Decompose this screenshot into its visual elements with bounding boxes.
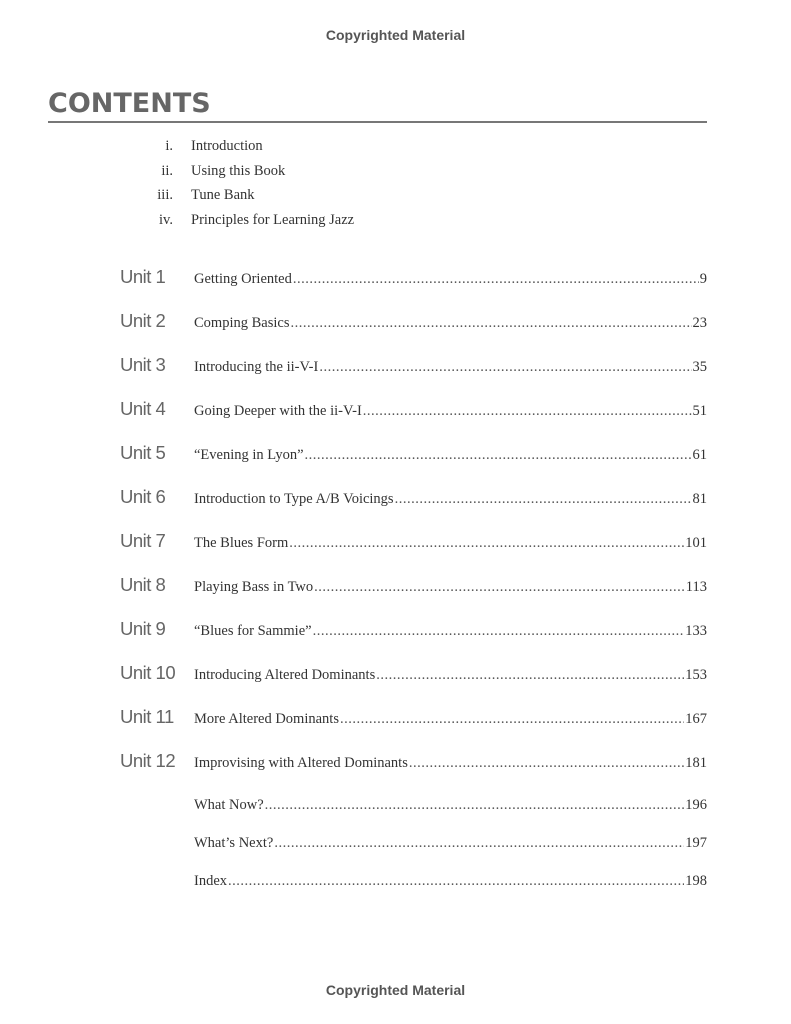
- unit-label: Unit 7: [120, 530, 166, 551]
- dot-leader: [289, 535, 684, 552]
- unit-label: Unit 2: [120, 310, 166, 331]
- entry-title: Introducing the ii-V-I: [194, 359, 319, 375]
- title-rule: [48, 121, 707, 123]
- page-number: 61: [692, 447, 707, 463]
- dot-leader: [274, 835, 684, 852]
- entry-title: Going Deeper with the ii-V-I: [194, 403, 362, 419]
- entry-title: What’s Next?: [194, 835, 274, 851]
- item-label: Tune Bank: [191, 187, 255, 203]
- unit-label: Unit 8: [120, 574, 166, 595]
- entry-title: “Blues for Sammie”: [194, 623, 312, 639]
- unit-label: Unit 3: [120, 354, 166, 375]
- entry-title: Comping Basics: [194, 315, 290, 331]
- entry-title: More Altered Dominants: [194, 711, 339, 727]
- toc-entry[interactable]: [120, 310, 707, 332]
- unit-label: Unit 9: [120, 618, 166, 639]
- page-number: 167: [685, 711, 707, 727]
- page-number: 198: [685, 873, 707, 889]
- page-number: 23: [692, 315, 707, 331]
- item-label: Principles for Learning Jazz: [191, 211, 355, 228]
- toc-entry[interactable]: [120, 797, 707, 814]
- toc-entry[interactable]: [120, 530, 707, 552]
- front-matter-item[interactable]: [130, 163, 630, 180]
- dot-leader: [265, 797, 685, 814]
- page-number: 196: [685, 797, 707, 813]
- toc-entry[interactable]: [120, 873, 707, 890]
- unit-label: Unit 6: [120, 486, 166, 507]
- page-number: 153: [685, 667, 707, 683]
- entry-title: Introduction to Type A/B Voicings: [194, 491, 394, 507]
- front-matter-item[interactable]: [130, 138, 630, 155]
- entry-title: Introducing Altered Dominants: [194, 667, 376, 683]
- toc-entry[interactable]: [120, 574, 707, 596]
- dot-leader: [293, 271, 699, 288]
- page-number: 81: [692, 491, 707, 507]
- page-number: 51: [692, 403, 707, 419]
- dot-leader: [313, 623, 685, 640]
- toc-entry[interactable]: [120, 750, 707, 772]
- toc-entry[interactable]: [120, 662, 707, 684]
- dot-leader: [340, 711, 684, 728]
- toc-entry[interactable]: [120, 618, 707, 640]
- toc-entry[interactable]: [120, 486, 707, 508]
- dot-leader: [395, 491, 692, 508]
- entry-title: Getting Oriented: [194, 271, 292, 287]
- unit-label: Unit 12: [120, 750, 176, 771]
- dot-leader: [290, 315, 691, 332]
- page-number: 133: [685, 623, 707, 639]
- unit-label: Unit 5: [120, 442, 166, 463]
- dot-leader: [314, 579, 685, 596]
- toc-entry[interactable]: [120, 266, 707, 288]
- page-number: 113: [685, 579, 707, 595]
- unit-label: Unit 4: [120, 398, 166, 419]
- page-number: 35: [692, 359, 707, 375]
- item-number: i.: [165, 138, 173, 154]
- dot-leader: [228, 873, 684, 890]
- dot-leader: [363, 403, 692, 420]
- page-title: CONTENTS: [48, 88, 211, 119]
- unit-label: Unit 10: [120, 662, 176, 683]
- page-number: 181: [685, 755, 707, 771]
- page-number: 9: [699, 271, 707, 287]
- page-number: 101: [685, 535, 707, 551]
- dot-leader: [409, 755, 684, 772]
- toc-entry[interactable]: [120, 706, 707, 728]
- entry-title: What Now?: [194, 797, 264, 813]
- item-label: Using this Book: [191, 162, 286, 179]
- copyright-footer: Copyrighted Material: [325, 982, 466, 998]
- item-number: ii.: [161, 162, 173, 179]
- dot-leader: [376, 667, 684, 684]
- copyright-header: Copyrighted Material: [325, 27, 466, 43]
- entry-title: “Evening in Lyon”: [194, 447, 304, 463]
- page-number: 197: [685, 835, 707, 851]
- front-matter-item[interactable]: [130, 187, 630, 204]
- entry-title: Playing Bass in Two: [194, 579, 314, 595]
- toc-entry[interactable]: [120, 354, 707, 376]
- entry-title: Index: [194, 873, 228, 889]
- item-number: iv.: [159, 211, 173, 228]
- entry-title: The Blues Form: [194, 535, 289, 551]
- item-label: Introduction: [191, 138, 263, 154]
- unit-label: Unit 11: [120, 706, 174, 727]
- toc-entry[interactable]: [120, 398, 707, 420]
- entry-title: Improvising with Altered Dominants: [194, 755, 408, 771]
- dot-leader: [319, 359, 691, 376]
- dot-leader: [305, 447, 692, 464]
- unit-label: Unit 1: [120, 266, 166, 287]
- item-number: iii.: [157, 187, 173, 203]
- toc-entry[interactable]: [120, 442, 707, 464]
- front-matter-item[interactable]: [130, 212, 630, 229]
- toc-entry[interactable]: [120, 835, 707, 852]
